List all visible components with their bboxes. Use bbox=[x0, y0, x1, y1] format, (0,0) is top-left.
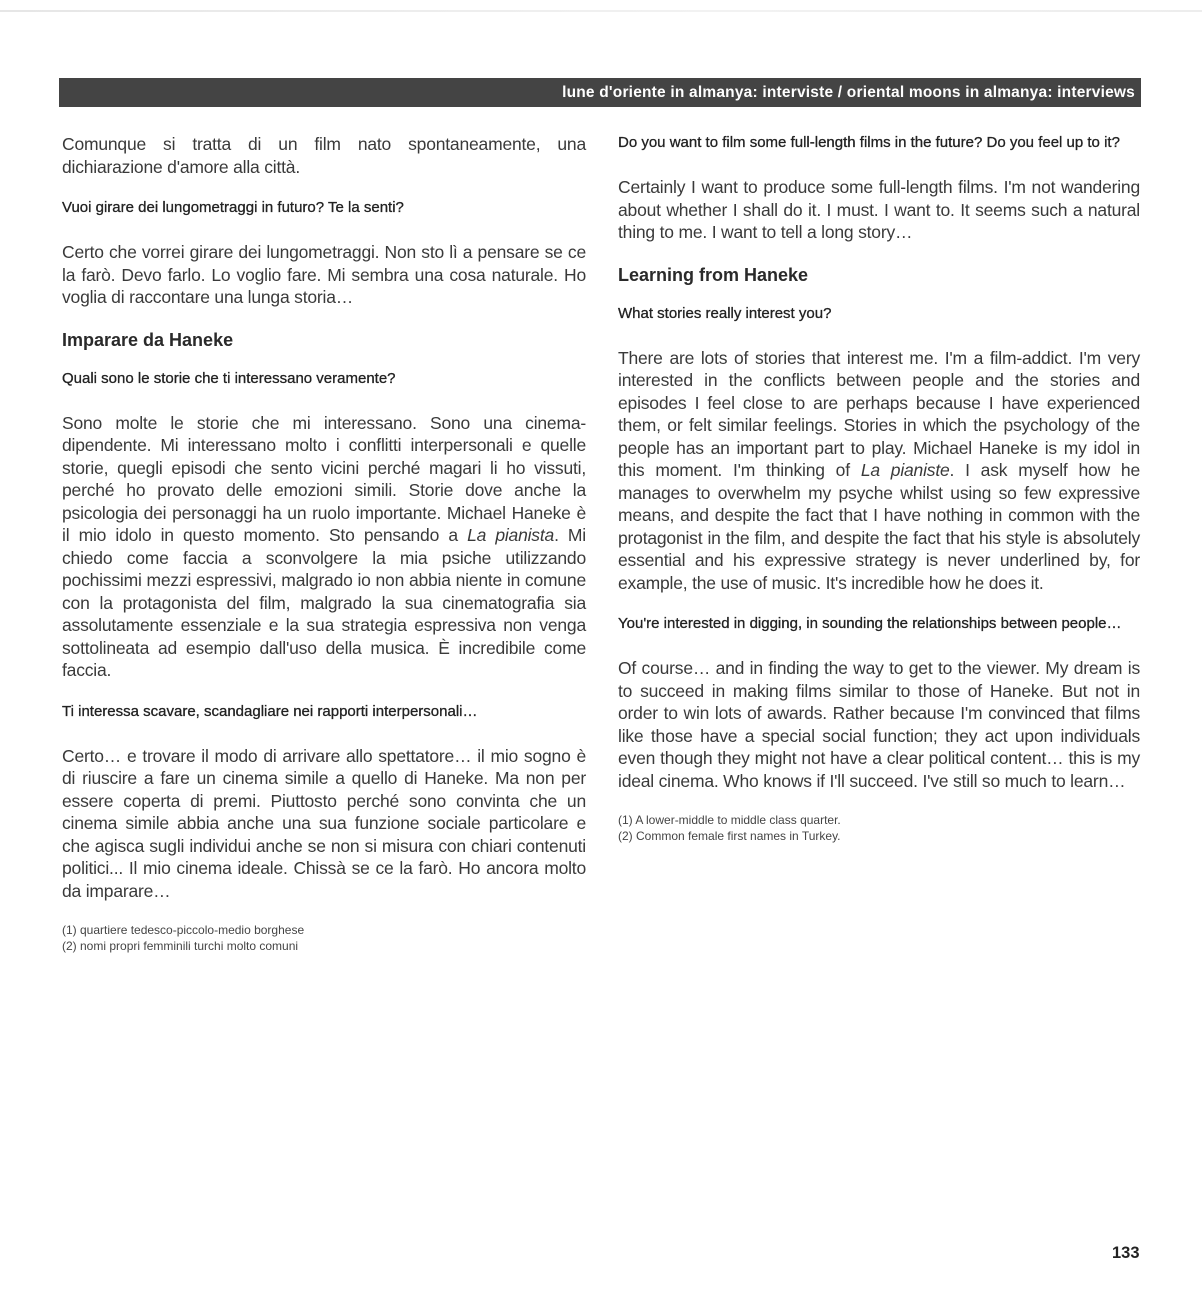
section-heading: Learning from Haneke bbox=[618, 264, 809, 285]
interview-question: You're interested in digging, in sounding the relationships between people… bbox=[618, 615, 1122, 632]
paragraph: Certo… e trovare il modo di arrivare allo spettatore… il mio sogno è di riuscire a fare un cinema simile a quello di Haneke. Ma non per essere coperta di premi. Piuttosto perché sono convinta che un cinema simile abbia anche una sua funzione sociale particolare e che agisca sugli individui anche se non si misura con chiari contenuti politici... Il mio cinema ideale. Chissà se ce la farò. Ho ancora molto da imparare… bbox=[62, 745, 586, 901]
footnote: (2) Common female first names in Turkey. bbox=[618, 829, 841, 843]
interview-question: Quali sono le storie che ti interessano veramente? bbox=[62, 369, 396, 387]
footnote: (1) quartiere tedesco-piccolo-medio borghese bbox=[62, 923, 305, 937]
film-title: La pianista bbox=[467, 525, 555, 545]
italian-column bbox=[62, 133, 586, 954]
paragraph-text: . I ask myself how he manages to overwhelm my psyche whilst using so few expressive means, and despite the fact that I have nothing in common with the protagonist in the film, and despite the fact that his style is absolutely essential and his expressive strategy is never underlined by, for example, the use of music. It's incredible how he does it. bbox=[618, 460, 1140, 593]
section-heading: Imparare da Haneke bbox=[62, 329, 234, 350]
page-number: 133 bbox=[1112, 1244, 1140, 1262]
footnotes bbox=[618, 812, 1140, 844]
english-column bbox=[618, 133, 1140, 844]
paragraph: Certainly I want to produce some full-length films. I'm not wandering about whether I shall do it. I must. I want to. It seems such a natural thing to me. I want to tell a long story… bbox=[618, 177, 1140, 242]
interview-question: Do you want to film some full-length films in the future? Do you feel up to it? bbox=[618, 134, 1120, 151]
top-rule bbox=[0, 10, 1202, 12]
paragraph-text: There are lots of stories that interest me. I'm a film-addict. I'm very interested in the conflicts between people and the stories and episodes I feel close to are perhaps because I have experienced them, or felt similar feelings. Stories in which the psychology of the people has an important part to play. Michael Haneke is my idol in this moment. I'm thinking of bbox=[618, 347, 1140, 480]
footnote: (2) nomi propri femminili turchi molto comuni bbox=[62, 939, 299, 953]
paragraph: Comunque si tratta di un film nato spontaneamente, una dichiarazione d'amore alla città. bbox=[62, 134, 586, 177]
paragraph: Of course… and in finding the way to get to the viewer. My dream is to succeed in making films similar to those of Haneke. But not in order to win lots of awards. Rather because I'm convinced that films like those have a special social function; they act upon individuals even though they might not have a clear political content… this is my ideal cinema. Who knows if I'll succeed. I've still so much to learn… bbox=[618, 658, 1140, 791]
paragraph-text: Sono molte le storie che mi interessano. Sono una cinema-dipendente. Mi interessano molto i conflitti interpersonali e quelle storie, quegli episodi che sento vicini perché magari li ho vissuti, perché ho provato delle emozioni simili. Storie dove anche la psicologia dei personaggi ha un ruolo importante. Michael Haneke è il mio idolo in questo momento. Sto pensando a bbox=[62, 412, 586, 545]
interview-question: Ti interessa scavare, scandagliare nei rapporti interpersonali… bbox=[62, 702, 478, 720]
interview-question: Vuoi girare dei lungometraggi in futuro? Te la senti? bbox=[62, 199, 404, 216]
paragraph: Certo che vorrei girare dei lungometraggi. Non sto lì a pensare se ce la farò. Devo farlo. Lo voglio fare. Mi sembra una cosa naturale. Ho voglia di raccontare una lunga storia… bbox=[62, 242, 586, 307]
paragraph bbox=[618, 347, 1140, 595]
footnotes bbox=[62, 922, 586, 954]
paragraph bbox=[62, 412, 586, 682]
running-header-title: lune d'oriente in almanya: interviste / oriental moons in almanya: interviews bbox=[562, 83, 1135, 101]
film-title: La pianiste bbox=[860, 460, 950, 480]
running-header bbox=[59, 78, 1141, 107]
interview-question: What stories really interest you? bbox=[618, 304, 832, 322]
paragraph-text: . Mi chiedo come faccia a sconvolgere la mia psiche utilizzando pochissimi mezzi espressivi, malgrado io non abbia niente in comune con la protagonista del film, malgrado la sua cinematografia sia assolutamente essenziale e la sua strategia espressiva non venga sottolineata ad esempio dall'uso della musica. È incredibile come faccia. bbox=[62, 525, 586, 680]
footnote: (1) A lower-middle to middle class quarter. bbox=[618, 813, 841, 827]
